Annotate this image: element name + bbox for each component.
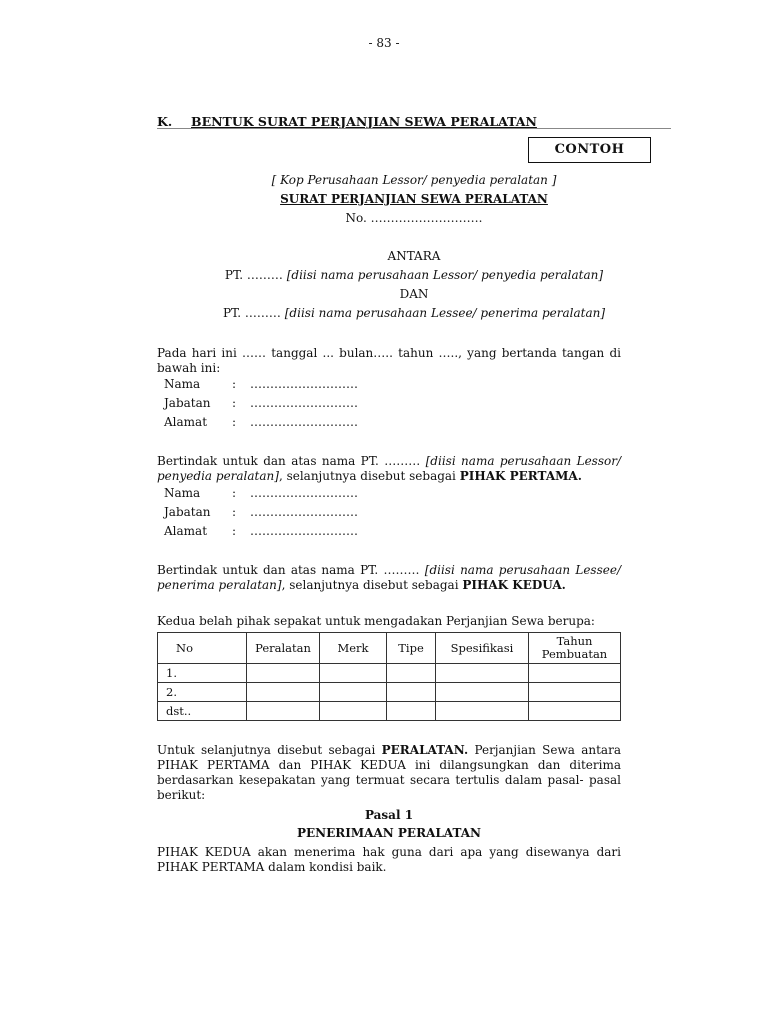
pasal-text: PIHAK KEDUA akan menerima hak guna dari apa yang disewanya dari PIHAK PERTAMA dalam kondisi baik.	[157, 845, 621, 874]
table-cell	[320, 683, 387, 702]
closing-text: Untuk selanjutnya disebut sebagai	[157, 743, 376, 757]
field-colon: :	[232, 524, 237, 538]
field-label: Alamat	[164, 415, 208, 429]
table-cell-no: 2.	[158, 683, 247, 702]
table-cell	[436, 702, 529, 721]
field-nama-2	[164, 486, 358, 500]
party1-prefix: PT. ………	[224, 268, 283, 282]
party2-hint: [diisi nama perusahaan Lessee/ penerima peralatan]	[284, 306, 606, 320]
field-label: Nama	[164, 377, 201, 391]
closing-text: Perjanjian Sewa antara PIHAK PERTAMA dan PIHAK KEDUA ini dilangsungkan dan diterima berdasarkan kesepakatan yang termuat secara tertulis dalam pasal- pasal berikut:	[157, 743, 621, 802]
table-header-cell: Merk	[320, 633, 387, 664]
section-divider	[157, 128, 671, 129]
table-cell	[247, 702, 320, 721]
pasal-title: PENERIMAAN PERALATAN	[296, 826, 482, 840]
section-title: BENTUK SURAT PERJANJIAN SEWA PERALATAN	[191, 114, 537, 129]
table-header-cell: No	[158, 633, 247, 664]
field-colon: :	[232, 377, 237, 391]
document-number: No. ……………………….	[345, 211, 483, 225]
table-cell	[529, 702, 621, 721]
kop-line: [ Kop Perusahaan Lessor/ penyedia peralatan ]	[271, 173, 557, 187]
field-blank: ………………………	[250, 415, 358, 429]
table-cell	[387, 683, 436, 702]
field-colon: :	[232, 415, 237, 429]
table-cell	[387, 702, 436, 721]
table-header-cell: Tipe	[387, 633, 436, 664]
field-alamat-2	[164, 524, 358, 538]
defined-term: PERALATAN.	[381, 743, 469, 757]
agreement-intro: Kedua belah pihak sepakat untuk mengadakan Perjanjian Sewa berupa:	[157, 614, 595, 628]
party1-line	[157, 268, 671, 282]
table-cell	[247, 664, 320, 683]
table-cell	[387, 664, 436, 683]
table-cell	[247, 683, 320, 702]
role-label: PIHAK PERTAMA.	[459, 469, 582, 483]
field-label: Nama	[164, 486, 201, 500]
dan-label: DAN	[399, 287, 429, 301]
role-label: PIHAK KEDUA.	[462, 578, 566, 592]
field-label: Jabatan	[164, 505, 211, 519]
field-jabatan-2	[164, 505, 358, 519]
table-cell	[529, 683, 621, 702]
contoh-badge: CONTOH	[528, 137, 651, 163]
field-nama-1	[164, 377, 358, 391]
field-label: Jabatan	[164, 396, 211, 410]
field-blank: ………………………	[250, 396, 358, 410]
table-cell	[436, 664, 529, 683]
acting-text: , selanjutnya disebut sebagai	[281, 578, 459, 592]
party2-prefix: PT. ………	[222, 306, 281, 320]
document-title: SURAT PERJANJIAN SEWA PERALATAN	[280, 192, 548, 206]
party2-acting-paragraph	[157, 563, 621, 593]
field-blank: ………………………	[250, 377, 358, 391]
intro-paragraph: Pada hari ini …… tanggal ... bulan….. tahun ….., yang bertanda tangan di bawah ini:	[157, 346, 621, 375]
antara-label: ANTARA	[387, 249, 441, 263]
field-colon: :	[232, 396, 237, 410]
field-colon: :	[232, 505, 237, 519]
table-row	[158, 664, 621, 683]
table-header-cell: Spesifikasi	[436, 633, 529, 664]
table-cell-no: dst..	[158, 702, 247, 721]
table-cell-no: 1.	[158, 664, 247, 683]
table-header-row	[158, 633, 621, 664]
field-colon: :	[232, 486, 237, 500]
table-header-cell: Peralatan	[247, 633, 320, 664]
table-cell	[436, 683, 529, 702]
party1-hint: [diisi nama perusahaan Lessor/ penyedia peralatan]	[286, 268, 604, 282]
acting-text: Bertindak untuk dan atas nama PT. ………	[157, 454, 421, 468]
field-blank: ………………………	[250, 524, 358, 538]
field-blank: ………………………	[250, 505, 358, 519]
table-header-cell: Tahun Pembuatan	[529, 633, 621, 664]
section-letter: K.	[157, 114, 173, 129]
acting-hint: [diisi nama perusahaan Lessor/ penyedia peralatan]	[157, 454, 621, 483]
field-alamat-1	[164, 415, 358, 429]
pasal-number: Pasal 1	[364, 808, 414, 822]
field-jabatan-1	[164, 396, 358, 410]
page-number: - 83 -	[368, 36, 400, 50]
closing-paragraph	[157, 743, 621, 803]
field-label: Alamat	[164, 524, 208, 538]
table-row	[158, 683, 621, 702]
table-row	[158, 702, 621, 721]
table-cell	[320, 702, 387, 721]
equipment-table	[157, 632, 621, 721]
table-cell	[320, 664, 387, 683]
acting-hint: [diisi nama perusahaan Lessee/ penerima peralatan]	[157, 563, 621, 592]
section-heading	[157, 114, 537, 129]
party1-acting-paragraph	[157, 454, 621, 484]
party2-line	[157, 306, 671, 320]
acting-text: , selanjutnya disebut sebagai	[278, 469, 456, 483]
field-blank: ………………………	[250, 486, 358, 500]
table-cell	[529, 664, 621, 683]
acting-text: Bertindak untuk dan atas nama PT. ………	[157, 563, 420, 577]
